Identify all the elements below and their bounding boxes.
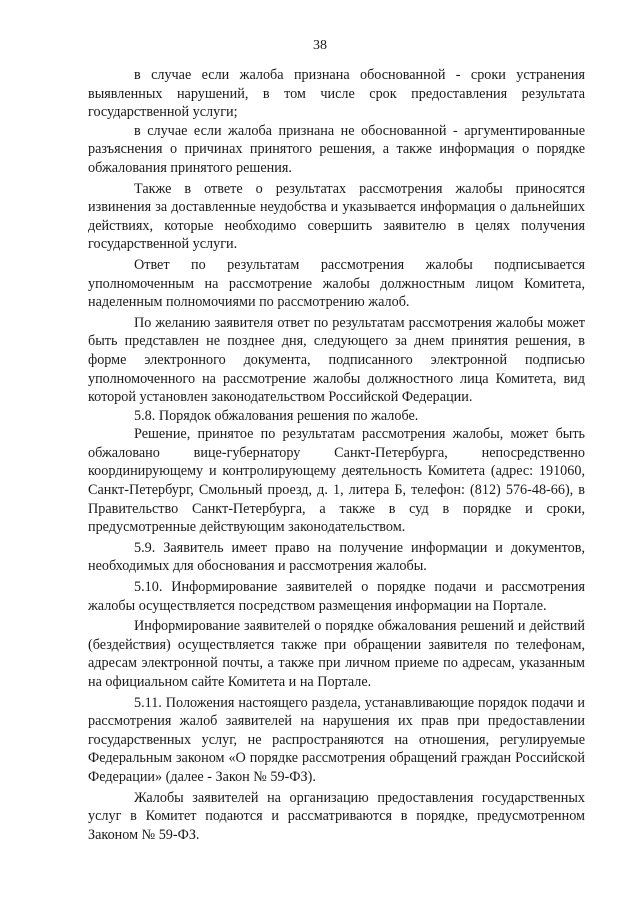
paragraph-apology: Также в ответе о результатах рассмотрения жалобы приносятся извинения за доставленные неудобства и указывается информация о дальнейших действиях, которые необходимо совершить заявителю в целях получения государственной услуги. bbox=[88, 180, 585, 253]
paragraph-informing: Информирование заявителей о порядке обжалования решений и действий (бездействия) осуществляется также при обращении заявителя по телефонам, адресам электронной почты, а также при личном приеме по адресам, указанным на официальном сайте Комитета и на Портале. bbox=[88, 618, 585, 690]
paragraph-appeal-procedure: Решение, принятое по результатам рассмотрения жалобы, может быть обжаловано вице-губернатору Санкт-Петербурга, непосредственно координирующему и контролирующему деятельность Комитета (адрес: 191060, Санкт-Петербург, Смольный проезд, д. 1, литера Б, телефон: (812) 576-48-66), в Правительство Санкт-Петербурга, а также в суд в порядке и сроки, предусмотренные действующим законодательством. bbox=[88, 426, 585, 536]
paragraph-law-59: Жалобы заявителей на организацию предоставления государственных услуг в Комитет подаются и рассматриваются в порядке, предусмотренном Законом № 59-ФЗ. bbox=[88, 789, 585, 843]
section-5-10: 5.10. Информирование заявителей о порядке подачи и рассмотрения жалобы осуществляется посредством размещения информации на Портале. bbox=[88, 579, 585, 614]
section-5-11: 5.11. Положения настоящего раздела, устанавливающие порядок подачи и рассмотрения жалоб заявителей на нарушения их прав при предоставлении государственных услуг, не распространяются на отношения, регулируемые Федеральным законом «О порядке рассмотрения обращений граждан Российской Федерации» (далее - Закон № 59-ФЗ). bbox=[88, 694, 585, 785]
section-5-9: 5.9. Заявитель имеет право на получение информации и документов, необходимых для обоснования и рассмотрения жалобы. bbox=[88, 539, 585, 575]
paragraph-answer-signing: Ответ по результатам рассмотрения жалобы подписывается уполномоченным на рассмотрение жалобы должностным лицом Комитета, наделенным полномочиями по рассмотрению жалоб. bbox=[88, 256, 585, 311]
page-number: 38 bbox=[313, 38, 327, 53]
document-body bbox=[88, 66, 585, 844]
paragraph-justified-complaint: в случае если жалоба признана обоснованной - сроки устранения выявленных нарушений, в том числе срок предоставления результата государственной услуги; bbox=[88, 67, 585, 121]
section-5-8-heading: 5.8. Порядок обжалования решения по жалобе. bbox=[134, 407, 419, 424]
paragraph-electronic-answer: По желанию заявителя ответ по результатам рассмотрения жалобы может быть представлен не позднее дня, следующего за днем принятия решения, в форме электронного документа, подписанного электронной подписью уполномоченного на рассмотрение жалобы должностного лица Комитета, вид которой установлен законодательством Российской Федерации. bbox=[88, 314, 585, 406]
paragraph-unjustified-complaint: в случае если жалоба признана не обоснованной - аргументированные разъяснения о причинах принятого решения, а также информация о порядке обжалования принятого решения. bbox=[88, 122, 585, 176]
